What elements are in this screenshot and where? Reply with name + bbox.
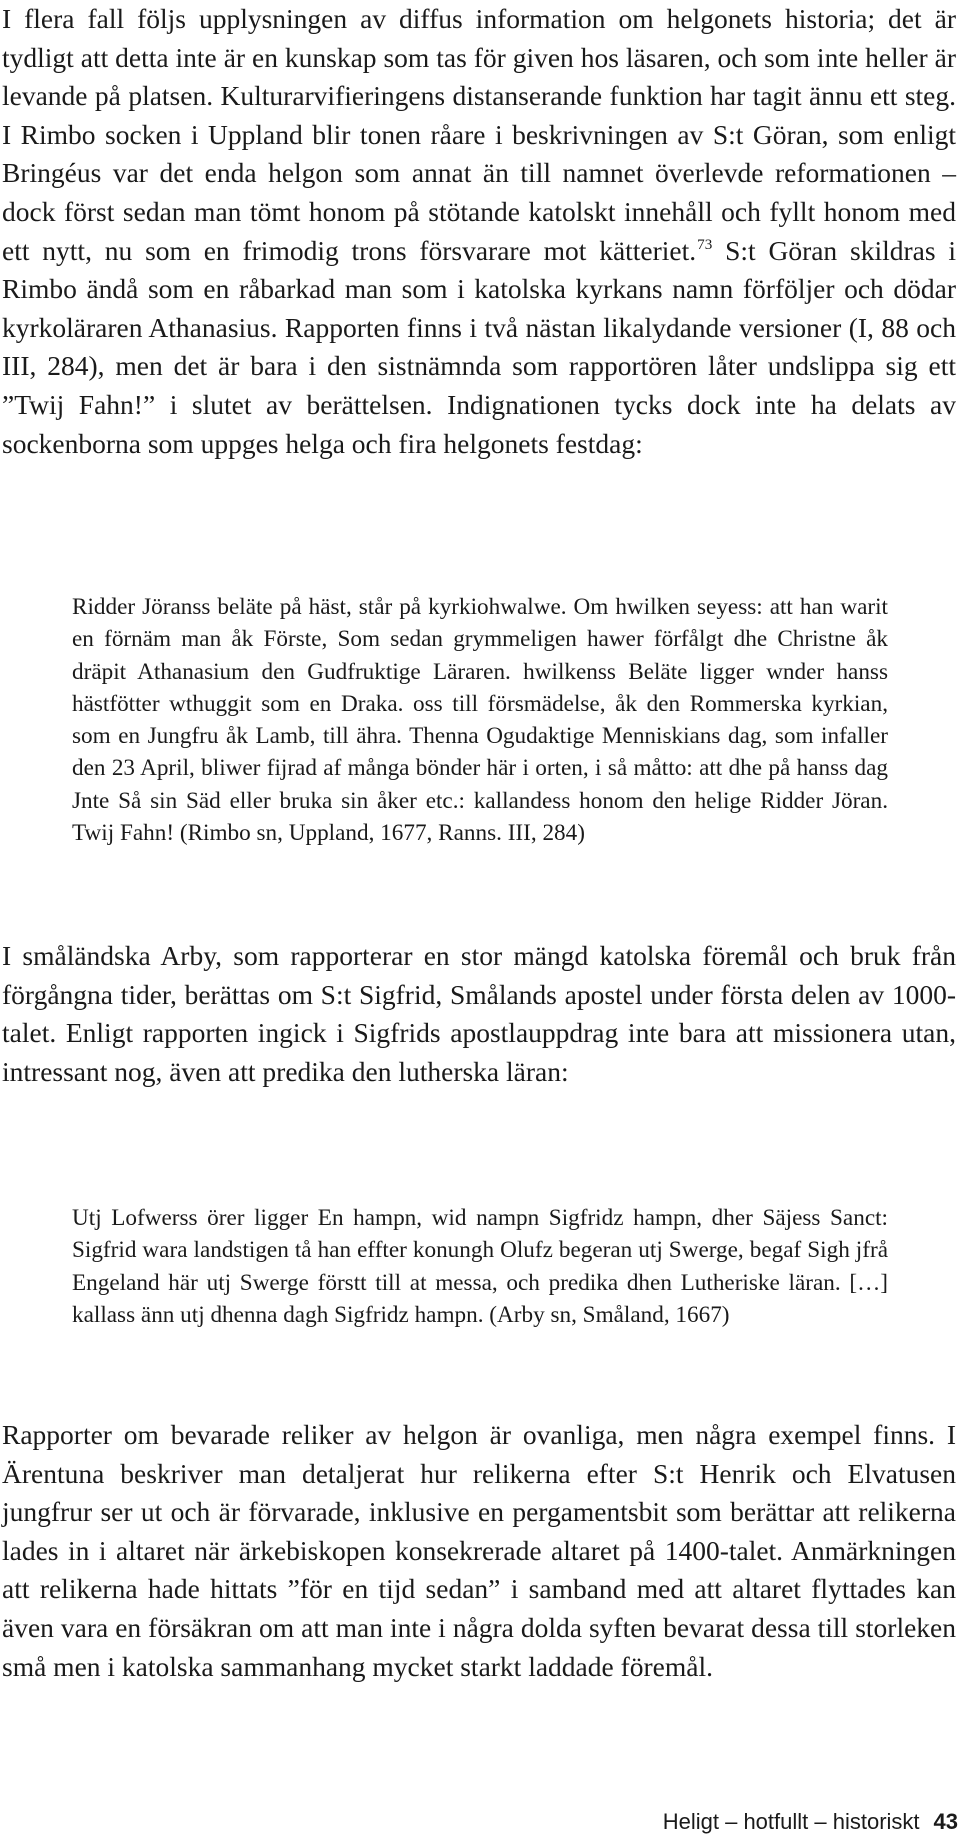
paragraph-relics: Rapporter om bevarade reliker av helgon är ovanliga, men några exempel finns. I Ärentuna beskriver man detaljerat hur relikerna efter S:t Henrik och Elvatusen jungfrur ser ut och är förvarade, inklusive en pergamentsbit som berättar att relikerna lades in i altaret när ärkebiskopen konsekrerade altaret på 1400-talet. Anmärkningen att relikerna hade hittats ”för en tijd sedan” i samband med att altaret flyttades kan även vara en försäkran om att man inte i några dolda syften bevarat dessa till storleken små men i katolska sammanhang mycket starkt laddade föremål. (2, 1419, 956, 1682)
paragraph-rimbo (2, 0, 956, 463)
block-quote-rimbo: Ridder Jöranss beläte på häst, står på kyrkiohwalwe. Om hwilken seyess: att han warit en förnäm man åk Förste, Som sedan grymmeligen hawer förfålgt dhe Christne åk dräpit Athanasium den Gudfruktige Läraren. hwilkenss Beläte ligger wnder hanss hästfötter wthuggit som en Draka. oss till försmädelse, åk den Rommerska kyrkian, som en Jungfru åk Lamb, till ähra. Thenna Ogudaktige Menniskians dag, som infaller den 23 April, bliwer fijrad af många bönder här i orten, i så måtto: att dhe på hanss dag Jnte Så sin Säd eller bruka sin åker etc.: kallandess honom den helige Ridder Jöran. Twij Fahn! (Rimbo sn, Uppland, 1677, Ranns. III, 284) (72, 594, 888, 847)
footnote-ref-73[interactable]: 73 (697, 236, 713, 253)
paragraph-rimbo-part2: S:t Göran skildras i Rimbo ändå som en råbarkad man som i katolska kyrkans namn förföljer och dödar kyrkoläraren Athanasius. Rapporten finns i två nästan likalydande versioner (I, 88 och III, 284), men det är bara i den sistnämnda som rapportören låter undslippa sig ett ”Twij Fahn!” i slutet av berättelsen. Indignationen tycks dock inte ha delats av sockenborna som uppges helga och fira helgonets festdag: (2, 234, 956, 459)
page-number: 43 (933, 1809, 958, 1834)
page-footer (663, 1809, 958, 1835)
block-quote-arby: Utj Lofwerss örer ligger En hampn, wid nampn Sigfridz hampn, dher Säjess Sanct: Sigfrid wara landstigen tå han effter konungh Olufz begeran utj Swerge, begaf Sigh jfrå Engeland här utj Swerge förstt till at messa, och predika dhen Lutheriske läran. […] kallass änn utj dhenna dagh Sigfridz hampn. (Arby sn, Småland, 1667) (72, 1205, 888, 1328)
paragraph-rimbo-part1: I flera fall följs upplysningen av diffus information om helgonets historia; det är tydligt att detta inte är en kunskap som tas för given hos läsaren, och som inte heller är levande på platsen. Kulturarvifieringens distanserande funktion har tagit ännu ett steg. I Rimbo socken i Uppland blir tonen råare i beskrivningen av S:t Göran, som enligt Bringéus var det enda helgon som annat än till namnet överlevde reformationen – dock först sedan man tömt honom på stötande katolskt innehåll och fyllt honom med ett nytt, nu som en frimodig trons försvarare mot kätteriet. (2, 3, 956, 266)
running-title: Heligt – hotfullt – historiskt (662, 1809, 920, 1834)
paragraph-arby: I småländska Arby, som rapporterar en stor mängd katolska föremål och bruk från förgångna tider, berättas om S:t Sigfrid, Smålands apostel under första delen av 1000-talet. Enligt rapporten ingick i Sigfrids apostlauppdrag inte bara att missionera utan, intressant nog, även att predika den lutherska läran: (2, 940, 956, 1087)
